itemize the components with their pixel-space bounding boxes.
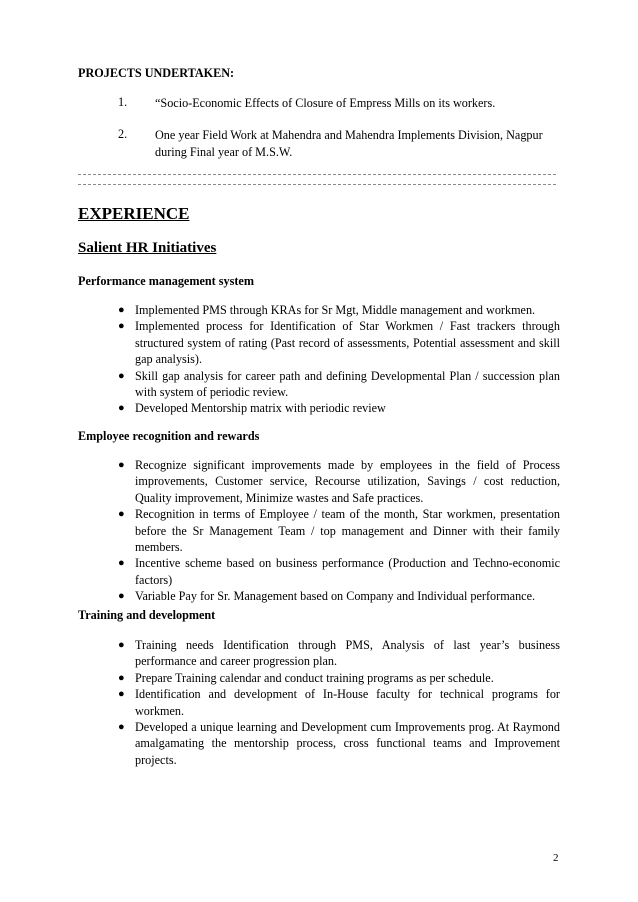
list-item: [118, 400, 560, 416]
projects-heading: PROJECTS UNDERTAKEN:: [78, 66, 235, 80]
list-item-text: Developed Mentorship matrix with periodic review: [135, 401, 386, 416]
bullet-icon: ●: [118, 459, 125, 471]
experience-heading: EXPERIENCE: [78, 204, 190, 223]
list-item: [118, 368, 560, 401]
training-development-list: [118, 637, 560, 768]
list-item: [118, 302, 560, 318]
list-item-text: Incentive scheme based on business performance (Production and Techno-economic factors): [135, 556, 560, 587]
performance-management-list: [118, 302, 560, 417]
bullet-icon: ●: [118, 671, 125, 684]
bullet-icon: ●: [118, 320, 125, 333]
dashed-divider: [78, 174, 556, 175]
list-item-text: Developed a unique learning and Development cum Improvements prog. At Raymond amalgamating the mentorship process, cross functional teams and Improvement projects.: [135, 720, 560, 767]
bullet-icon: ●: [118, 590, 125, 603]
bullet-icon: ●: [118, 508, 125, 521]
list-item: [118, 719, 560, 768]
list-item: [118, 670, 560, 686]
list-item: [118, 637, 560, 670]
list-item: [118, 588, 560, 604]
bullet-icon: ●: [118, 721, 125, 734]
list-item: [118, 555, 560, 588]
project-item-text: One year Field Work at Mahendra and Mahendra Implements Division, Nagpur during Final year of M.S.W.: [155, 128, 543, 159]
list-item: [118, 457, 560, 506]
bullet-icon: ●: [118, 369, 125, 382]
bullet-icon: ●: [118, 557, 125, 570]
training-development-heading: Training and development: [78, 608, 216, 622]
project-item-number: 1.: [118, 95, 128, 109]
list-item-text: Prepare Training calendar and conduct training programs as per schedule.: [135, 670, 494, 685]
list-item: [118, 506, 560, 555]
list-item-text: Implemented process for Identification of Star Workmen / Fast trackers through structured system of rating (Past record of assessments, Potential assessment and skill gap analysis).: [135, 319, 560, 367]
project-item-text: “Socio-Economic Effects of Closure of Empress Mills on its workers.: [155, 96, 496, 110]
list-item-text: Recognize significant improvements made by employees in the field of Process improvements, Customer service, Recourse utilization, Savings / cost reduction, Quality improvement, Minimize wastes and Safe practices.: [135, 458, 560, 505]
list-item-text: Variable Pay for Sr. Management based on Company and Individual performance.: [135, 589, 536, 604]
list-item-text: Skill gap analysis for career path and defining Developmental Plan / succession plan with system of periodic review.: [135, 368, 560, 400]
list-item-text: Training needs Identification through PMS, Analysis of last year’s business performance and career progression plan.: [135, 638, 560, 669]
list-item-text: Implemented PMS through KRAs for Sr Mgt, Middle management and workmen.: [135, 303, 536, 317]
bullet-icon: ●: [118, 402, 125, 415]
list-item-text: Recognition in terms of Employee / team of the month, Star workmen, presentation before the Sr Management Team / top management and Dinner with their family members.: [135, 507, 560, 555]
employee-recognition-heading: Employee recognition and rewards: [78, 429, 260, 443]
list-item-text: Identification and development of In-House faculty for technical programs for workmen.: [135, 687, 560, 718]
page-number: 2: [553, 852, 559, 864]
bullet-icon: ●: [118, 304, 125, 316]
bullet-icon: ●: [118, 688, 125, 701]
list-item: [118, 318, 560, 367]
list-item: [118, 686, 560, 719]
salient-hr-initiatives-heading: Salient HR Initiatives: [78, 240, 217, 256]
employee-recognition-list: [118, 457, 560, 605]
dashed-divider: [78, 184, 556, 185]
bullet-icon: ●: [118, 639, 125, 651]
project-item-number: 2.: [118, 127, 128, 141]
performance-management-heading: Performance management system: [78, 274, 254, 288]
